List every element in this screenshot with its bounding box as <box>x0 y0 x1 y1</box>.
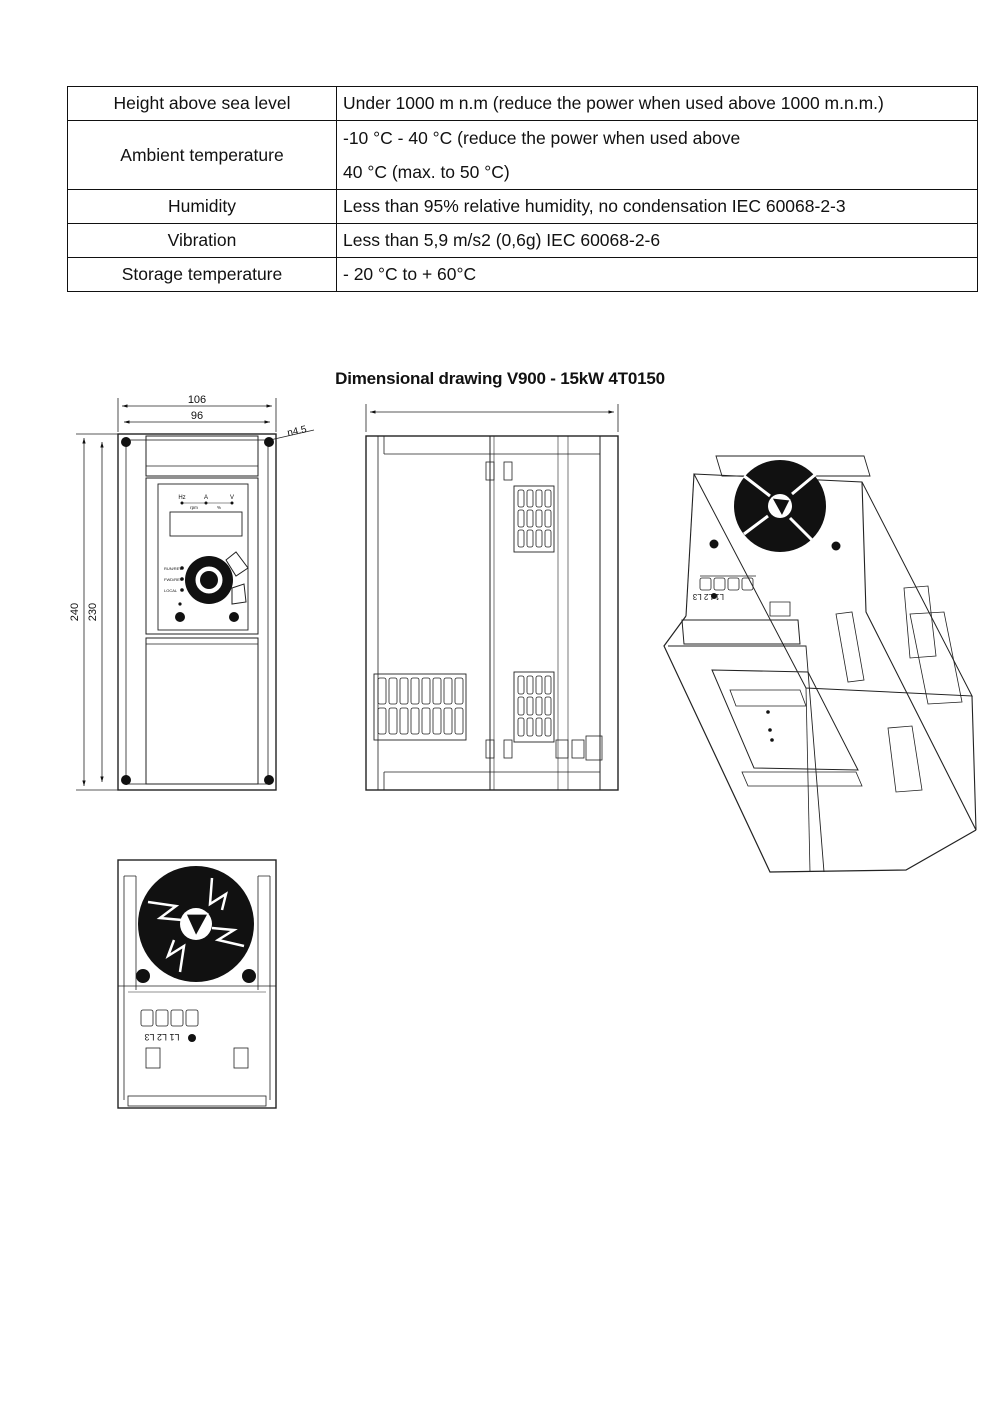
led-label-2: FWD/REV <box>164 577 183 582</box>
vent-slot <box>536 718 542 736</box>
vent-slot <box>378 678 386 704</box>
panel-label-rpm: rpm <box>190 505 198 510</box>
terminal-block <box>714 578 725 590</box>
vent-slot <box>422 708 430 734</box>
vent-slot <box>433 708 441 734</box>
vent-slot <box>527 530 533 547</box>
panel-label-hz: Hz <box>178 495 186 501</box>
spec-label: Height above sea level <box>68 87 337 121</box>
vent-slot <box>527 697 533 715</box>
vent-slot <box>455 678 463 704</box>
vent-slot <box>389 678 397 704</box>
vent-slot <box>545 490 551 507</box>
dim-inner-height: 230 <box>87 602 99 622</box>
spec-label: Ambient temperature <box>68 121 337 190</box>
spec-label: Humidity <box>68 190 337 224</box>
bottom-view <box>118 860 276 1108</box>
terminal-block <box>156 1010 168 1026</box>
vent-slot <box>536 490 542 507</box>
spec-label: Storage temperature <box>68 258 337 292</box>
bottom-terminal-label: L1 L2 L3 <box>144 1032 180 1042</box>
vent-slot <box>518 490 524 507</box>
led-label-1: RUN/REV <box>164 566 183 571</box>
vent-slot <box>389 708 397 734</box>
front-view <box>76 398 314 790</box>
vent-slot <box>433 678 441 704</box>
vent-slot <box>545 530 551 547</box>
terminal-block <box>700 578 711 590</box>
isometric-view <box>664 456 976 872</box>
vent-slot <box>545 676 551 694</box>
dim-outer-width: 106 <box>187 394 207 406</box>
vent-slot <box>527 490 533 507</box>
isometric-terminal-blocks <box>700 578 753 590</box>
dim-hole: n4.5 <box>286 424 308 439</box>
bottom-terminal-blocks <box>141 1010 198 1026</box>
vent-slot <box>545 718 551 736</box>
vent-slot <box>378 708 386 734</box>
vent-slot <box>518 510 524 527</box>
vent-slot <box>411 678 419 704</box>
vent-slot <box>527 718 533 736</box>
vent-slot <box>518 697 524 715</box>
panel-label-a: A <box>203 495 209 501</box>
vent-slot <box>536 676 542 694</box>
panel-label-pct: % <box>216 505 222 510</box>
vent-slot <box>400 678 408 704</box>
vent-slot <box>455 708 463 734</box>
spec-value: - 20 °C to + 60°C <box>337 258 978 292</box>
side-view <box>366 404 618 790</box>
vent-slot <box>422 678 430 704</box>
vent-slot <box>444 678 452 704</box>
vent-slot <box>545 697 551 715</box>
spec-value: -10 °C - 40 °C (reduce the power when used above <box>337 121 978 156</box>
vent-slot <box>411 708 419 734</box>
spec-value: Under 1000 m n.m (reduce the power when used above 1000 m.n.m.) <box>337 87 978 121</box>
dim-outer-height: 240 <box>69 602 81 622</box>
vent-slot <box>536 510 542 527</box>
terminal-block <box>171 1010 183 1026</box>
vent-slot <box>536 697 542 715</box>
vent-slot <box>518 530 524 547</box>
terminal-block <box>728 578 739 590</box>
vent-slot <box>518 676 524 694</box>
drawing-title: Dimensional drawing V900 - 15kW 4T0150 <box>335 369 665 388</box>
terminal-block <box>141 1010 153 1026</box>
vent-slot <box>527 510 533 527</box>
spec-value: Less than 95% relative humidity, no condensation IEC 60068-2-3 <box>337 190 978 224</box>
iso-terminal-label: L1 L2 L3 <box>692 592 724 601</box>
spec-label: Vibration <box>68 224 337 258</box>
vent-slot <box>518 718 524 736</box>
dim-inner-width: 96 <box>190 410 204 422</box>
vent-slot <box>400 708 408 734</box>
spec-value: 40 °C (max. to 50 °C) <box>337 155 978 190</box>
vent-slot <box>444 708 452 734</box>
panel-label-v: V <box>229 495 235 501</box>
side-view-vents <box>378 490 551 736</box>
spec-value: Less than 5,9 m/s2 (0,6g) IEC 60068-2-6 <box>337 224 978 258</box>
vent-slot <box>545 510 551 527</box>
led-label-3: LOCAL <box>164 588 178 593</box>
vent-slot <box>536 530 542 547</box>
terminal-block <box>186 1010 198 1026</box>
vent-slot <box>527 676 533 694</box>
